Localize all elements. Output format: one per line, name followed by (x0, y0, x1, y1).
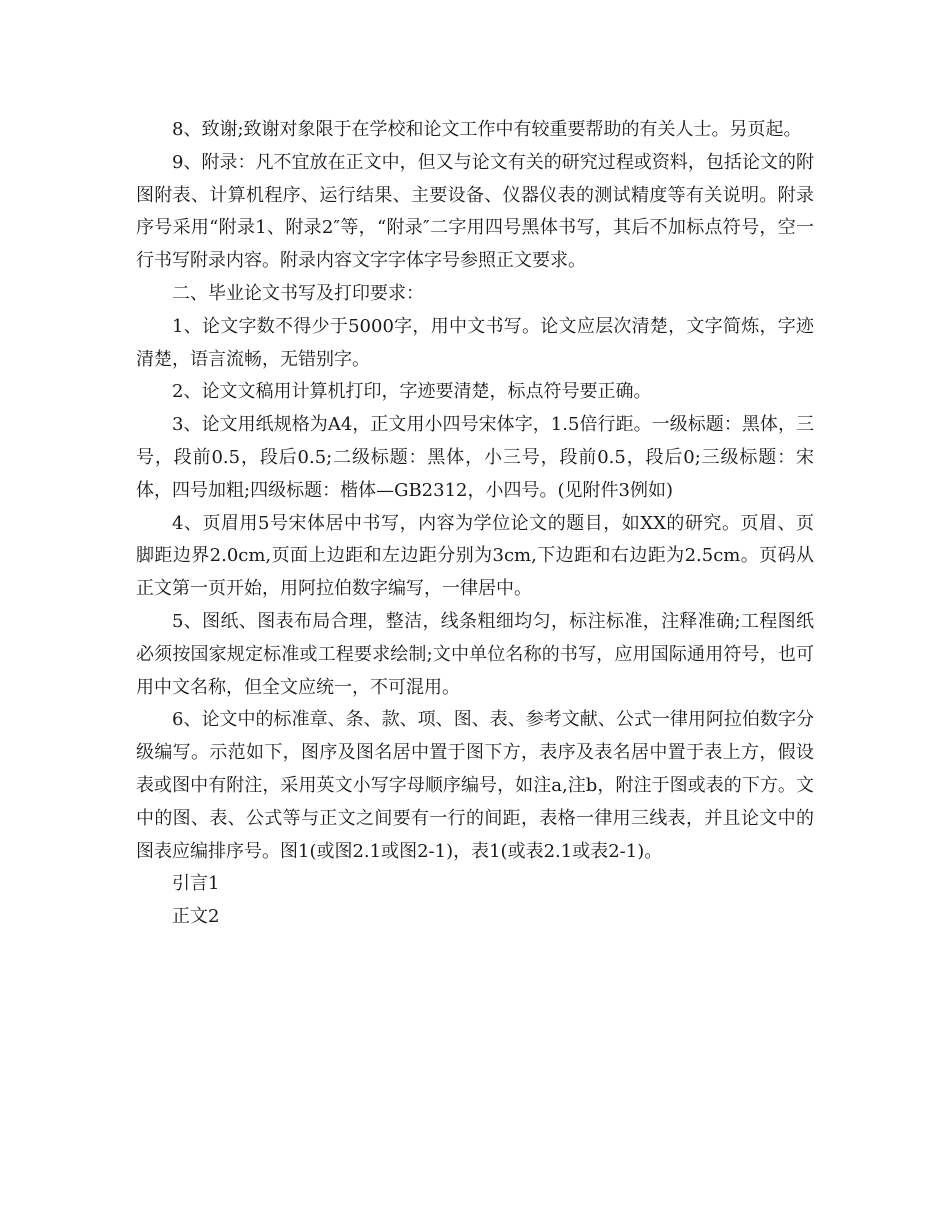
toc-entry-body: 正文2 (172, 906, 220, 928)
paragraph-word-count: 1、论文字数不得少于5000字，用中文书写。论文应层次清楚，文字简炼，字迹清楚，语言流畅，无错别字。 (136, 315, 814, 370)
toc-entry-introduction: 引言1 (172, 873, 220, 895)
paragraph-header-margins: 4、页眉用5号宋体居中书写，内容为学位论文的题目，如XX的研究。页眉、页脚距边界2.0cm,页面上边距和左边距分别为3cm,下边距和右边距为2.5cm。页码从正文第一页开始，用阿拉伯数字编写，一律居中。 (136, 512, 814, 600)
paragraph-printing: 2、论文文稿用计算机打印，字迹要清楚，标点符号要正确。 (172, 381, 652, 403)
paragraph-appendix: 9、附录：凡不宜放在正文中，但又与论文有关的研究过程或资料，包括论文的附图附表、计算机程序、运行结果、主要设备、仪器仪表的测试精度等有关说明。附录序号采用“附录1、附录2″等，“附录″二字用四号黑体书写，其后不加标点符号，空一行书写附录内容。附录内容文字字体字号参照正文要求。 (136, 151, 814, 272)
paragraph-acknowledgement: 8、致谢;致谢对象限于在学校和论文工作中有较重要帮助的有关人士。另页起。 (172, 119, 802, 140)
paragraph-numbering: 6、论文中的标准章、条、款、项、图、表、参考文献、公式一律用阿拉伯数字分级编写。示范如下，图序及图名居中置于图下方，表序及表名居中置于表上方，假设表或图中有附注，采用英文小写字母顺序编号，如注a,注b，附注于图或表的下方。文中的图、表、公式等与正文之间要有一行的间距，表格一律用三线表，并且论文中的图表应编排序号。图1(或图2.1或图2-1)，表1(或表2.1或表2-1)。 (136, 709, 814, 862)
paragraph-paper-format: 3、论文用纸规格为A4，正文用小四号宋体字，1.5倍行距。一级标题：黑体，三号，段前0.5，段后0.5;二级标题：黑体，小三号，段前0.5，段后0;三级标题：宋体，四号加粗;四级标题：楷体—GB2312，小四号。(见附件3例如) (136, 414, 814, 501)
section-heading-requirements: 二、毕业论文书写及打印要求： (172, 282, 424, 304)
paragraph-drawings: 5、图纸、图表布局合理，整洁，线条粗细均匀，标注标准，注释准确;工程图纸必须按国家规定标准或工程要求绘制;文中单位名称的书写，应用国际通用符号，也可用中文名称，但全文应统一，不可混用。 (136, 610, 814, 698)
